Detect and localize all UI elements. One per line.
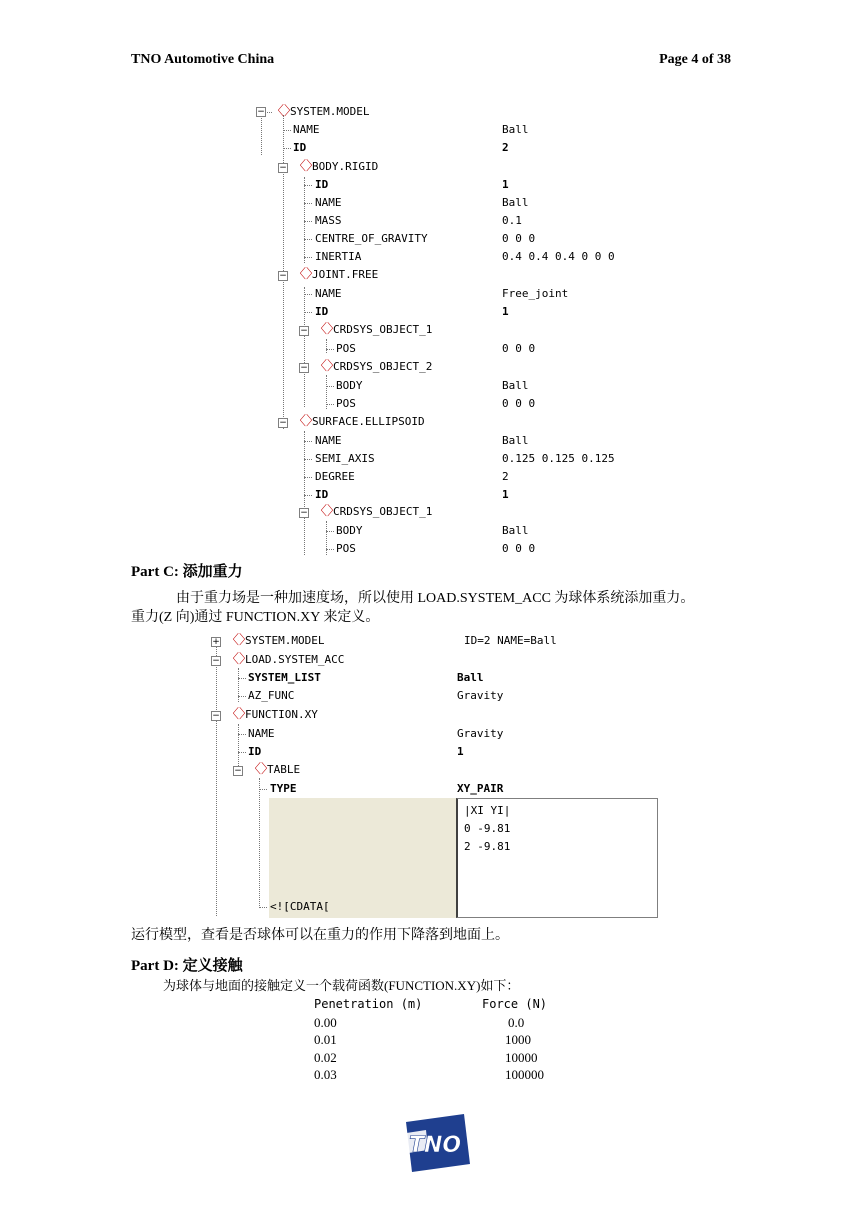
tree-node-label[interactable]: POS — [336, 342, 356, 355]
tree-node-value: 2 — [502, 141, 509, 154]
tree-node-label[interactable]: SYSTEM.MODEL — [290, 105, 370, 118]
tree-node-label[interactable]: BODY — [336, 524, 363, 537]
element-node-icon: 〈〉 — [314, 359, 341, 374]
tree-node-value: Gravity — [457, 689, 504, 702]
collapse-toggle[interactable]: − — [212, 711, 220, 721]
tree-node-label[interactable]: BODY — [336, 379, 363, 392]
tree-node-value: Free_joint — [502, 287, 569, 300]
tree-node-label[interactable]: NAME — [315, 434, 342, 447]
table-cell: 0.02 — [314, 1050, 337, 1065]
tree-node-label[interactable]: <![CDATA[ — [270, 900, 330, 913]
tree-node-label[interactable]: SEMI_AXIS — [315, 452, 375, 465]
tree-node-label[interactable]: DEGREE — [315, 470, 355, 483]
tree-node-label[interactable]: NAME — [293, 123, 320, 136]
tree-node-label[interactable]: TYPE — [270, 782, 297, 795]
tree-node-label[interactable]: CRDSYS_OBJECT_1 — [333, 505, 433, 518]
table-cell: 0.0 — [508, 1015, 525, 1030]
collapse-toggle[interactable]: − — [279, 271, 287, 281]
tree-node-label[interactable]: ID — [315, 488, 329, 501]
element-node-icon: 〈〉 — [226, 652, 253, 667]
tree-node-value: Ball — [502, 196, 529, 209]
tree-node-value: 0.1 — [502, 214, 522, 227]
textbox-line: 2 -9.81 — [464, 840, 511, 853]
tree-node-value: 1 — [502, 178, 509, 191]
tree-node-label[interactable]: NAME — [315, 287, 342, 300]
tree-node-value: 0 0 0 — [502, 397, 536, 410]
tree-node-label[interactable]: AZ_FUNC — [248, 689, 295, 702]
tree-node-label[interactable]: NAME — [248, 727, 275, 740]
table-cell: 0.03 — [314, 1067, 337, 1082]
table-cell: 1000 — [505, 1032, 531, 1047]
table-cell: 0.00 — [314, 1015, 337, 1030]
element-node-icon: 〈〉 — [271, 104, 298, 119]
element-node-icon: 〈〉 — [226, 707, 253, 722]
tree-node-label[interactable]: ID — [248, 745, 262, 758]
collapse-toggle[interactable]: − — [279, 418, 287, 428]
element-node-icon: 〈〉 — [314, 504, 341, 519]
tree-node-value: 0.125 0.125 0.125 — [502, 452, 615, 465]
page-header-page-number: Page 4 of 38 — [659, 52, 731, 67]
tree-node-label[interactable]: TABLE — [267, 763, 301, 776]
xml-tree-system-model — [256, 101, 642, 555]
element-node-icon: 〈〉 — [314, 322, 341, 337]
xml-tree-load-system-acc — [211, 632, 657, 918]
tree-node-label[interactable]: NAME — [315, 196, 342, 209]
paragraph-line: 为球体与地面的接触定义一个载荷函数(FUNCTION.XY)如下： — [163, 978, 520, 993]
svg-text:TNO: TNO — [408, 1133, 462, 1158]
table-cell: 10000 — [505, 1050, 538, 1065]
tree-node-label[interactable]: SYSTEM.MODEL — [245, 634, 325, 647]
tree-node-value: Ball — [502, 379, 529, 392]
tno-logo — [398, 1112, 472, 1174]
tree-node-value: Ball — [502, 524, 529, 537]
paragraph-line: 由于重力场是一种加速度场，所以使用 LOAD.SYSTEM_ACC 为球体系统添加重力。 — [176, 591, 695, 606]
textbox-line: 0 -9.81 — [464, 822, 511, 835]
tree-node-label[interactable]: POS — [336, 397, 356, 410]
element-node-icon: 〈〉 — [293, 159, 320, 174]
tree-node-label[interactable]: JOINT.FREE — [312, 268, 379, 281]
element-node-icon: 〈〉 — [293, 267, 320, 282]
collapse-toggle[interactable]: − — [257, 107, 265, 117]
tree-node-label[interactable]: CRDSYS_OBJECT_1 — [333, 323, 433, 336]
tree-node-value: Ball — [457, 671, 484, 684]
element-node-icon: 〈〉 — [226, 633, 253, 648]
paragraph-line: 重力(Z 向)通过 FUNCTION.XY 来定义。 — [131, 610, 380, 625]
collapse-toggle[interactable]: − — [300, 326, 308, 336]
paragraph-line: 运行模型，查看是否球体可以在重力的作用下降落到地面上。 — [131, 928, 509, 943]
tree-node-value: 2 — [502, 470, 509, 483]
tree-node-label[interactable]: ID — [315, 305, 329, 318]
section-heading-part-c: Part C: 添加重力 — [131, 564, 243, 580]
tree-node-label[interactable]: SYSTEM_LIST — [248, 671, 321, 684]
tree-node-label[interactable]: INERTIA — [315, 250, 362, 263]
tree-node-label[interactable]: SURFACE.ELLIPSOID — [312, 415, 425, 428]
table-cell: 0.01 — [314, 1032, 337, 1047]
cdata-textbox[interactable] — [456, 798, 658, 918]
textbox-line: |XI YI| — [464, 804, 511, 817]
tree-node-label[interactable]: CRDSYS_OBJECT_2 — [333, 360, 433, 373]
collapse-toggle[interactable]: − — [300, 508, 308, 518]
section-heading-part-d: Part D: 定义接触 — [131, 958, 243, 974]
tree-node-value: 0 0 0 — [502, 542, 536, 555]
element-node-icon: 〈〉 — [248, 762, 275, 777]
tree-node-label[interactable]: MASS — [315, 214, 342, 227]
tree-node-label[interactable]: ID — [293, 141, 307, 154]
tree-node-value: Ball — [502, 434, 529, 447]
tree-node-label[interactable]: BODY.RIGID — [312, 160, 379, 173]
tree-node-value: 0.4 0.4 0.4 0 0 0 — [502, 250, 615, 263]
tree-node-value: 1 — [502, 305, 509, 318]
table-cell: 100000 — [505, 1067, 544, 1082]
tree-node-value: Gravity — [457, 727, 504, 740]
tree-node-value: 0 0 0 — [502, 342, 536, 355]
table-header-penetration: Penetration (m) — [314, 997, 423, 1011]
tree-node-value: XY_PAIR — [457, 782, 504, 795]
collapse-toggle[interactable]: − — [279, 163, 287, 173]
tree-node-value: Ball — [502, 123, 529, 136]
tree-node-label[interactable]: LOAD.SYSTEM_ACC — [245, 653, 345, 666]
expand-toggle[interactable]: + — [212, 637, 220, 647]
tree-node-label[interactable]: ID — [315, 178, 329, 191]
tree-node-label[interactable]: POS — [336, 542, 356, 555]
tree-node-label[interactable]: FUNCTION.XY — [245, 708, 318, 721]
table-header-force: Force (N) — [482, 997, 548, 1011]
collapse-toggle[interactable]: − — [234, 766, 242, 776]
tree-node-value: 0 0 0 — [502, 232, 536, 245]
collapse-toggle[interactable]: − — [212, 656, 220, 666]
tree-node-value: ID=2 NAME=Ball — [464, 634, 557, 647]
element-node-icon: 〈〉 — [293, 414, 320, 429]
page-header-left: TNO Automotive China — [131, 52, 275, 67]
collapse-toggle[interactable]: − — [300, 363, 308, 373]
tree-node-label[interactable]: CENTRE_OF_GRAVITY — [315, 232, 428, 245]
tree-node-value: 1 — [502, 488, 509, 501]
tree-node-value: 1 — [457, 745, 464, 758]
